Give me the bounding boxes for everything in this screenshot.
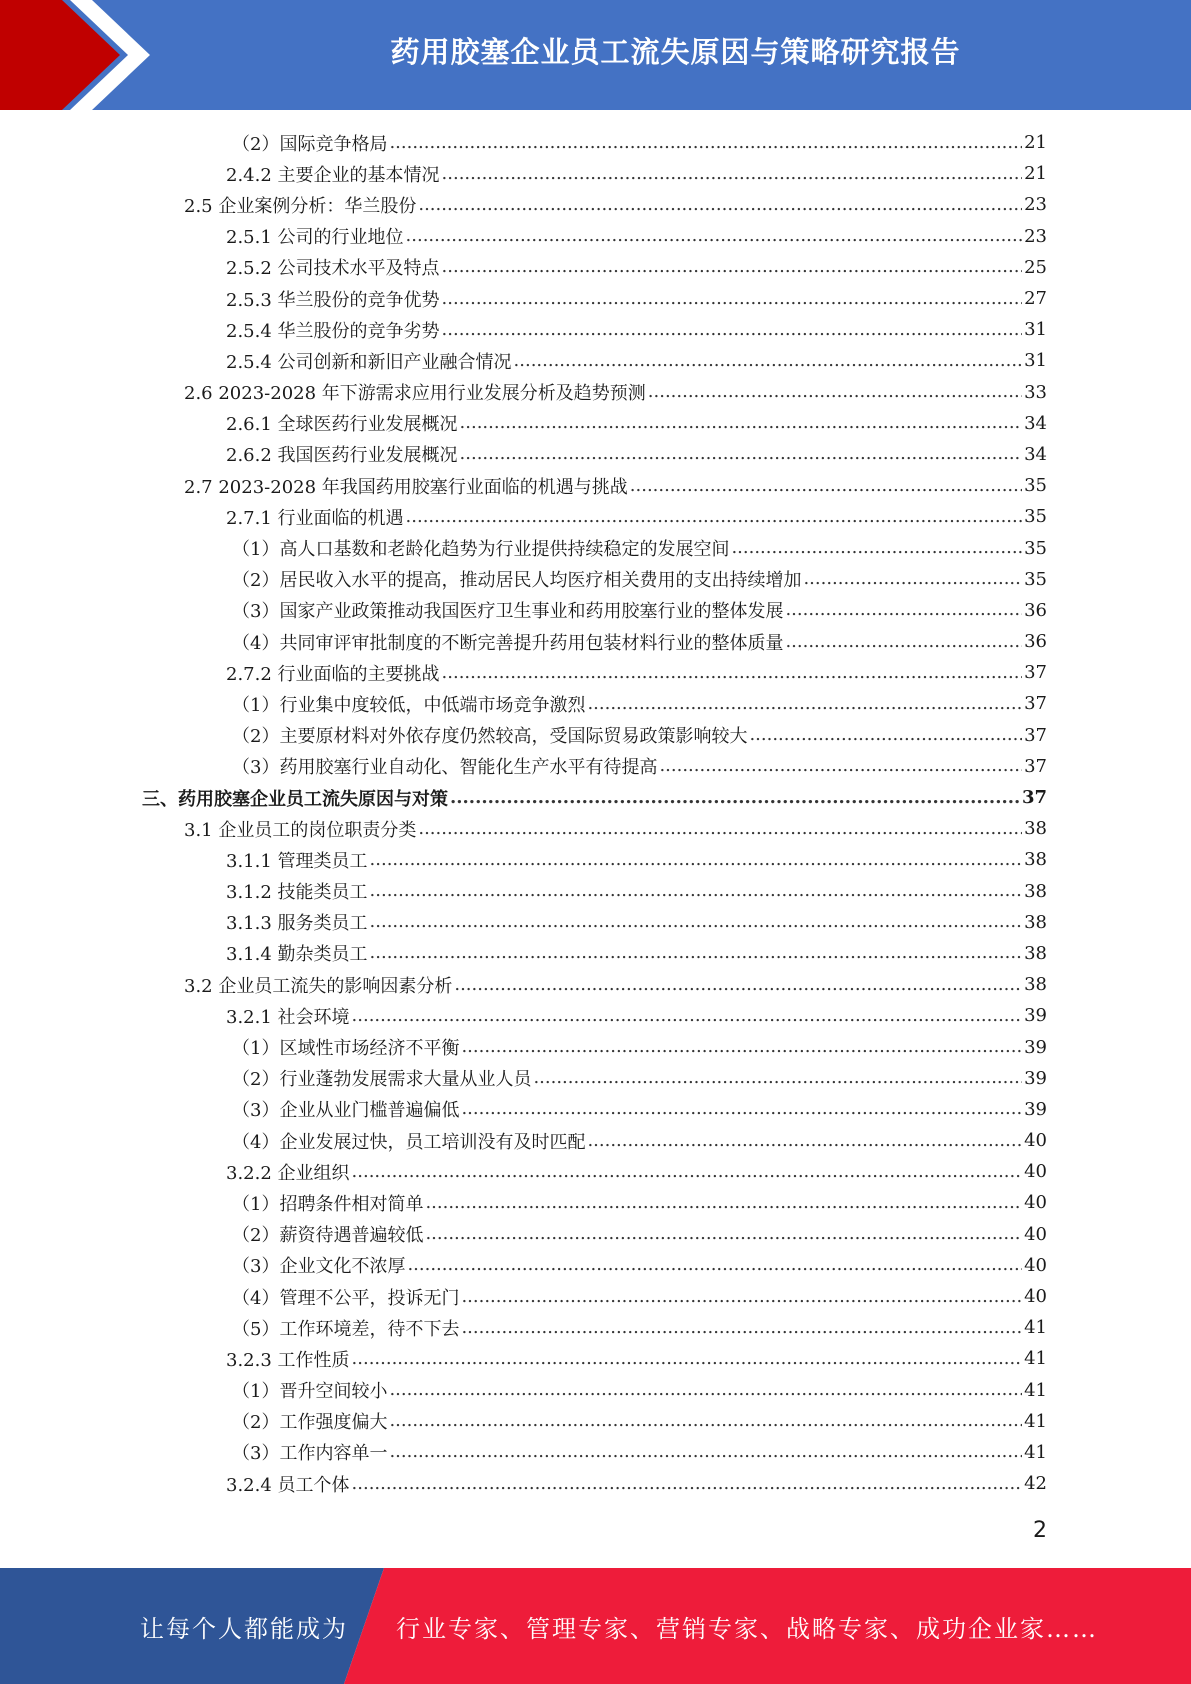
toc-dot-leader: [514, 351, 1023, 371]
toc-entry-page: 37: [1024, 724, 1047, 746]
toc-entry[interactable]: [0, 1406, 1191, 1437]
toc-entry[interactable]: [0, 1375, 1191, 1406]
toc-dot-leader: [460, 413, 1023, 433]
toc-entry-title: （3）企业文化不浓厚: [232, 1256, 406, 1278]
toc-dot-leader: [418, 195, 1022, 215]
toc-dot-leader: [461, 1099, 1022, 1119]
toc-entry-page: 40: [1024, 1254, 1047, 1276]
toc-entry-title: 3.1.2 技能类员工: [226, 882, 368, 904]
toc-dot-leader: [454, 975, 1022, 995]
toc-entry[interactable]: [0, 1281, 1191, 1312]
toc-entry-page: 38: [1024, 974, 1047, 996]
toc-dot-leader: [587, 1131, 1022, 1151]
toc-dot-leader: [442, 663, 1023, 683]
toc-entry-page: 37: [1024, 662, 1047, 684]
toc-dot-leader: [370, 881, 1023, 901]
toc-entry-page: 35: [1024, 537, 1047, 559]
toc-entry[interactable]: [0, 1094, 1191, 1125]
table-of-contents: [0, 127, 1191, 1499]
toc-entry-title: （4）共同审评审批制度的不断完善提升药用包装材料行业的整体质量: [232, 632, 784, 654]
toc-dot-leader: [389, 1442, 1022, 1462]
toc-entry-page: 31: [1024, 319, 1047, 341]
toc-dot-leader: [442, 289, 1023, 309]
toc-entry[interactable]: [0, 813, 1191, 844]
toc-dot-leader: [407, 1255, 1022, 1275]
toc-entry-title: （1）高人口基数和老龄化趋势为行业提供持续稳定的发展空间: [232, 539, 730, 561]
toc-entry[interactable]: [0, 314, 1191, 345]
toc-dot-leader: [461, 1037, 1022, 1057]
toc-entry-title: 3.1.1 管理类员工: [226, 850, 368, 872]
toc-entry[interactable]: [0, 844, 1191, 875]
toc-entry[interactable]: [0, 1156, 1191, 1187]
toc-dot-leader: [425, 1224, 1022, 1244]
toc-entry-title: 三、药用胶塞企业员工流失原因与对策: [142, 788, 448, 810]
toc-entry[interactable]: [0, 751, 1191, 782]
toc-entry-title: （3）企业从业门槛普遍偏低: [232, 1100, 460, 1122]
toc-dot-leader: [803, 569, 1022, 589]
toc-entry[interactable]: [0, 127, 1191, 158]
toc-entry[interactable]: [0, 1343, 1191, 1374]
toc-entry-title: （2）行业蓬勃发展需求大量从业人员: [232, 1069, 532, 1091]
toc-entry-title: 3.2.3 工作性质: [226, 1349, 350, 1371]
toc-entry-title: 2.7 2023-2028 年我国药用胶塞行业面临的机遇与挑战: [184, 476, 628, 498]
toc-entry-title: 2.6.1 全球医药行业发展概况: [226, 414, 458, 436]
toc-entry-page: 36: [1024, 599, 1047, 621]
toc-entry-page: 33: [1024, 381, 1047, 403]
toc-entry-page: 35: [1024, 568, 1047, 590]
toc-dot-leader: [533, 1068, 1022, 1088]
toc-entry-title: 2.5 企业案例分析：华兰股份: [184, 195, 417, 217]
toc-entry-page: 21: [1024, 163, 1047, 185]
toc-dot-leader: [731, 538, 1022, 558]
report-title: 药用胶塞企业员工流失原因与策略研究报告: [390, 34, 961, 69]
toc-entry-page: 37: [1021, 787, 1047, 809]
toc-entry-page: 23: [1024, 225, 1047, 247]
toc-entry-page: 40: [1024, 1192, 1047, 1214]
toc-entry-page: 40: [1024, 1223, 1047, 1245]
toc-dot-leader: [406, 226, 1023, 246]
toc-entry-title: 3.2.2 企业组织: [226, 1162, 350, 1184]
toc-entry[interactable]: [0, 688, 1191, 719]
toc-dot-leader: [406, 507, 1023, 527]
toc-entry-page: 38: [1024, 849, 1047, 871]
toc-entry-page: 37: [1024, 755, 1047, 777]
toc-dot-leader: [370, 850, 1023, 870]
toc-entry-title: （1）晋升空间较小: [232, 1381, 388, 1403]
toc-entry-title: 2.5.4 华兰股份的竞争劣势: [226, 320, 440, 342]
toc-dot-leader: [749, 725, 1022, 745]
toc-entry-page: 34: [1024, 443, 1047, 465]
toc-entry-title: （1）行业集中度较低，中低端市场竞争激烈: [232, 694, 586, 716]
toc-dot-leader: [442, 257, 1023, 277]
toc-dot-leader: [648, 382, 1022, 402]
toc-entry-page: 42: [1024, 1473, 1047, 1495]
toc-entry-page: 40: [1024, 1161, 1047, 1183]
toc-entry-page: 27: [1024, 288, 1047, 310]
toc-entry[interactable]: [0, 564, 1191, 595]
toc-entry[interactable]: [0, 408, 1191, 439]
toc-entry-title: 2.6 2023-2028 年下游需求应用行业发展分析及趋势预测: [184, 383, 646, 405]
toc-entry-page: 34: [1024, 412, 1047, 434]
toc-entry-title: （2）主要原材料对外依存度仍然较高，受国际贸易政策影响较大: [232, 726, 748, 748]
toc-dot-leader: [460, 444, 1023, 464]
toc-entry-page: 38: [1024, 818, 1047, 840]
toc-entry[interactable]: [0, 782, 1191, 813]
toc-entry-title: （3）工作内容单一: [232, 1443, 388, 1465]
toc-dot-leader: [352, 1349, 1023, 1369]
toc-dot-leader: [352, 1162, 1023, 1182]
toc-entry-title: 2.5.4 公司创新和新旧产业融合情况: [226, 351, 512, 373]
toc-entry-page: 25: [1024, 256, 1047, 278]
toc-entry-title: 2.5.1 公司的行业地位: [226, 227, 404, 249]
page-footer: [0, 1568, 1191, 1684]
toc-entry[interactable]: [0, 1125, 1191, 1156]
toc-entry[interactable]: [0, 189, 1191, 220]
toc-dot-leader: [442, 320, 1023, 340]
toc-entry-page: 39: [1024, 1036, 1047, 1058]
toc-entry-page: 41: [1024, 1441, 1047, 1463]
toc-entry-title: 2.5.3 华兰股份的竞争优势: [226, 289, 440, 311]
toc-dot-leader: [370, 943, 1023, 963]
toc-entry-title: （3）药用胶塞行业自动化、智能化生产水平有待提高: [232, 757, 658, 779]
toc-dot-leader: [352, 1006, 1023, 1026]
toc-entry[interactable]: [0, 1031, 1191, 1062]
toc-entry[interactable]: [0, 221, 1191, 252]
toc-entry[interactable]: [0, 283, 1191, 314]
toc-entry-title: 3.2 企业员工流失的影响因素分析: [184, 975, 453, 997]
toc-entry-title: 3.2.1 社会环境: [226, 1006, 350, 1028]
toc-entry-page: 38: [1024, 942, 1047, 964]
toc-entry-title: （1）区域性市场经济不平衡: [232, 1038, 460, 1060]
toc-entry-title: （4）管理不公平，投诉无门: [232, 1287, 460, 1309]
toc-dot-leader: [785, 632, 1022, 652]
toc-entry-page: 38: [1024, 880, 1047, 902]
toc-entry-page: 39: [1024, 1067, 1047, 1089]
toc-entry-title: 2.7.2 行业面临的主要挑战: [226, 663, 440, 685]
toc-entry[interactable]: [0, 626, 1191, 657]
toc-entry[interactable]: [0, 158, 1191, 189]
toc-dot-leader: [461, 1318, 1022, 1338]
toc-entry[interactable]: [0, 595, 1191, 626]
toc-entry-title: （2）薪资待遇普遍较低: [232, 1225, 424, 1247]
toc-entry[interactable]: [0, 377, 1191, 408]
toc-entry-page: 41: [1024, 1317, 1047, 1339]
toc-entry-title: 3.2.4 员工个体: [226, 1474, 350, 1496]
toc-dot-leader: [389, 133, 1022, 153]
toc-entry[interactable]: [0, 1312, 1191, 1343]
toc-entry[interactable]: [0, 470, 1191, 501]
toc-entry[interactable]: [0, 252, 1191, 283]
toc-entry-page: 41: [1024, 1379, 1047, 1401]
toc-dot-leader: [442, 164, 1023, 184]
toc-entry-title: 2.7.1 行业面临的机遇: [226, 507, 404, 529]
page-header: [0, 0, 1191, 110]
toc-entry-title: 3.1.3 服务类员工: [226, 913, 368, 935]
toc-dot-leader: [785, 600, 1022, 620]
toc-entry-title: 3.1.4 勤杂类员工: [226, 944, 368, 966]
toc-entry[interactable]: [0, 439, 1191, 470]
toc-entry-page: 39: [1024, 1005, 1047, 1027]
footer-slogan-right: 行业专家、管理专家、营销专家、战略专家、成功企业家……: [396, 1614, 1098, 1643]
toc-entry-page: 40: [1024, 1286, 1047, 1308]
toc-dot-leader: [450, 788, 1020, 808]
toc-dot-leader: [425, 1193, 1022, 1213]
toc-entry-page: 38: [1024, 911, 1047, 933]
toc-entry[interactable]: [0, 876, 1191, 907]
toc-dot-leader: [389, 1380, 1022, 1400]
toc-entry[interactable]: [0, 501, 1191, 532]
toc-entry[interactable]: [0, 1187, 1191, 1218]
toc-entry-page: 23: [1024, 194, 1047, 216]
toc-entry-page: 21: [1024, 132, 1047, 154]
toc-entry-page: 35: [1024, 506, 1047, 528]
toc-entry-page: 35: [1024, 475, 1047, 497]
toc-entry[interactable]: [0, 345, 1191, 376]
toc-entry[interactable]: [0, 720, 1191, 751]
toc-entry-page: 39: [1024, 1098, 1047, 1120]
toc-entry-page: 36: [1024, 631, 1047, 653]
toc-dot-leader: [418, 819, 1022, 839]
toc-entry-page: 31: [1024, 350, 1047, 372]
toc-entry[interactable]: [0, 1219, 1191, 1250]
toc-dot-leader: [659, 756, 1022, 776]
toc-entry-title: 3.1 企业员工的岗位职责分类: [184, 819, 417, 841]
toc-dot-leader: [370, 912, 1023, 932]
toc-entry-title: （2）居民收入水平的提高，推动居民人均医疗相关费用的支出持续增加: [232, 570, 802, 592]
toc-dot-leader: [461, 1287, 1022, 1307]
header-arrow-decoration: [0, 0, 160, 110]
toc-entry[interactable]: [0, 1063, 1191, 1094]
toc-entry[interactable]: [0, 657, 1191, 688]
footer-slogan-left: 让每个人都能成为: [140, 1614, 348, 1643]
toc-dot-leader: [389, 1411, 1022, 1431]
toc-entry-title: （3）国家产业政策推动我国医疗卫生事业和药用胶塞行业的整体发展: [232, 601, 784, 623]
toc-dot-leader: [587, 694, 1022, 714]
toc-entry-title: 2.4.2 主要企业的基本情况: [226, 164, 440, 186]
toc-entry-page: 37: [1024, 693, 1047, 715]
toc-entry[interactable]: [0, 1468, 1191, 1499]
toc-entry[interactable]: [0, 938, 1191, 969]
toc-dot-leader: [352, 1474, 1023, 1494]
toc-entry[interactable]: [0, 1000, 1191, 1031]
toc-dot-leader: [630, 476, 1022, 496]
toc-entry[interactable]: [0, 907, 1191, 938]
toc-entry-title: 2.5.2 公司技术水平及特点: [226, 258, 440, 280]
toc-entry-title: 2.6.2 我国医药行业发展概况: [226, 445, 458, 467]
toc-entry-title: （5）工作环境差，待不下去: [232, 1318, 460, 1340]
toc-entry-page: 41: [1024, 1348, 1047, 1370]
toc-entry[interactable]: [0, 969, 1191, 1000]
page-number: 2: [1033, 1518, 1047, 1543]
toc-entry-title: （1）招聘条件相对简单: [232, 1193, 424, 1215]
toc-entry-page: 40: [1024, 1130, 1047, 1152]
toc-entry[interactable]: [0, 532, 1191, 563]
toc-entry[interactable]: [0, 1437, 1191, 1468]
toc-entry-title: （2）国际竞争格局: [232, 133, 388, 155]
toc-entry[interactable]: [0, 1250, 1191, 1281]
toc-entry-page: 41: [1024, 1410, 1047, 1432]
toc-entry-title: （2）工作强度偏大: [232, 1412, 388, 1434]
toc-entry-title: （4）企业发展过快，员工培训没有及时匹配: [232, 1131, 586, 1153]
